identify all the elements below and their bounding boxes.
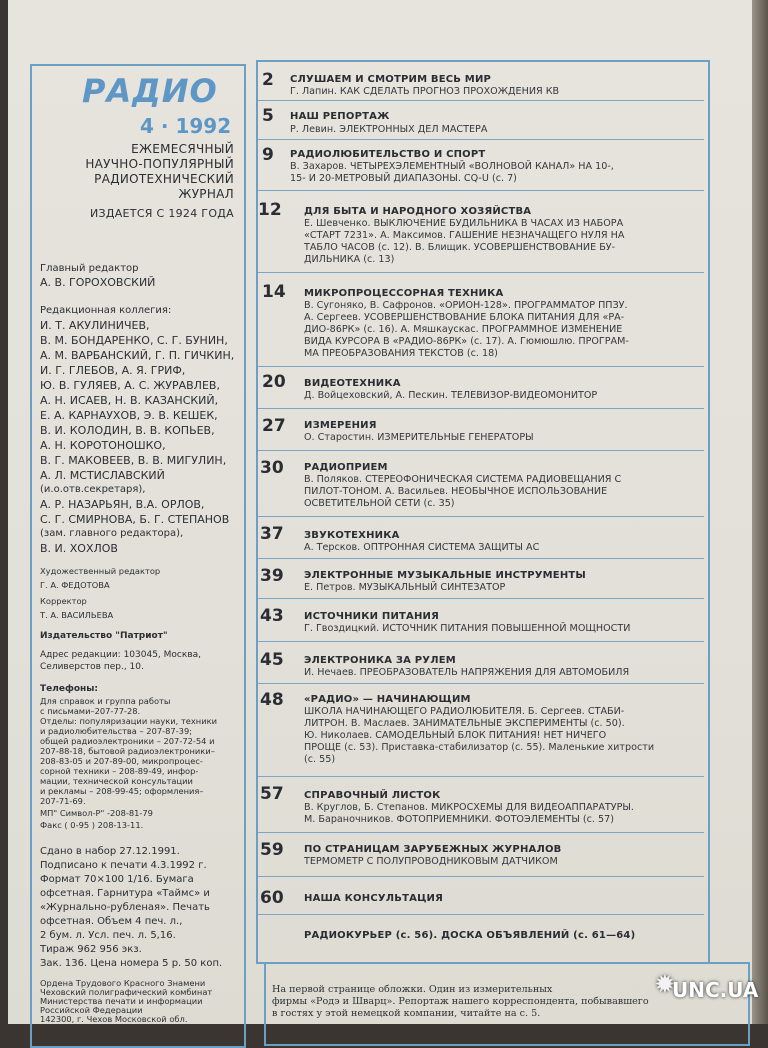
- toc-article: «СТАРТ 7231». А. Максимов. ГАШЕНИЕ НЕЗНАЧАЩЕГО НУЛЯ НА: [304, 230, 625, 241]
- cover-note-line: На первой странице обложки. Один из измерительных: [272, 984, 553, 995]
- address-line: Адрес редакции: 103045, Москва,: [40, 650, 201, 660]
- printer-line: Министерства печати и информации: [40, 996, 203, 1006]
- toc-article: В. Поляков. СТЕРЕОФОНИЧЕСКАЯ СИСТЕМА РАДИОВЕЩАНИЯ С: [304, 474, 622, 485]
- board-member: В. Г. МАКОВЕЕВ, В. В. МИГУЛИН,: [40, 454, 227, 467]
- toc-section-title: ДЛЯ БЫТА И НАРОДНОГО ХОЗЯЙСТВА: [304, 206, 532, 217]
- imprint-line: 2 бум. л. Усл. печ. л. 5,16.: [40, 930, 176, 941]
- toc-divider: [258, 139, 704, 140]
- cover-note-line: в гостях у этой немецкой компании, читайте на с. 5.: [272, 1008, 541, 1019]
- toc-article: Ю. Николаев. САМОДЕЛЬНЫЙ БЛОК ПИТАНИЯ! НЕТ НИЧЕГО: [304, 730, 607, 741]
- toc-article: И. Нечаев. ПРЕОБРАЗОВАТЕЛЬ НАПРЯЖЕНИЯ ДЛЯ АВТОМОБИЛЯ: [304, 667, 630, 678]
- toc-article: ДИЛЬНИКА (с. 13): [304, 254, 395, 265]
- tagline-line: НАУЧНО-ПОПУЛЯРНЫЙ: [85, 157, 234, 171]
- sun-logo-icon: ✹: [654, 970, 676, 1000]
- board-label: Редакционная коллегия:: [40, 305, 172, 316]
- toc-page-number: 43: [260, 606, 284, 626]
- toc-divider: [258, 190, 704, 191]
- toc-article: М. Бараночников. ФОТОПРИЕМНИКИ. ФОТОЭЛЕМЕНТЫ (с. 57): [304, 814, 614, 825]
- proofreader-name: Т. А. ВАСИЛЬЕВА: [40, 610, 114, 620]
- imprint-line: «Журнально-рубленая». Печать: [40, 902, 210, 913]
- toc-section-title: СЛУШАЕМ И СМОТРИМ ВЕСЬ МИР: [290, 74, 492, 85]
- toc-article: Е. Шевченко. ВЫКЛЮЧЕНИЕ БУДИЛЬНИКА В ЧАСАХ ИЗ НАБОРА: [304, 218, 624, 229]
- toc-article: ПИЛОТ-ТОНОМ. А. Васильев. НЕОБЫЧНОЕ ИСПОЛЬЗОВАНИЕ: [304, 486, 608, 497]
- toc-divider: [258, 272, 704, 273]
- toc-article: А. Сергеев. УСОВЕРШЕНСТВОВАНИЕ БЛОКА ПИТАНИЯ ДЛЯ «РА-: [304, 312, 625, 323]
- address-line: Селиверстов пер., 10.: [40, 662, 144, 672]
- toc-article: А. Терсков. ОПТРОННАЯ СИСТЕМА ЗАЩИТЫ АС: [304, 542, 540, 553]
- toc-page-number: 57: [260, 784, 284, 804]
- phones-line: мации, технической консультации: [40, 776, 193, 786]
- imprint-line: Формат 70×100 1/16. Бумага: [40, 874, 194, 885]
- toc-article: Р. Левин. ЭЛЕКТРОННЫХ ДЕЛ МАСТЕРА: [290, 124, 488, 135]
- printer-line: Российской Федерации: [40, 1005, 143, 1015]
- board-member: А. Н. КОРОТОНОШКО,: [40, 439, 166, 452]
- toc-article: 15- И 20-МЕТРОВЫЙ ДИАПАЗОНЫ. CQ-U (с. 7): [290, 173, 517, 184]
- toc-section-title: РАДИОЛЮБИТЕЛЬСТВО И СПОРТ: [290, 149, 486, 160]
- printer-line: 142300, г. Чехов Московской обл.: [40, 1014, 188, 1024]
- tagline-line: ЕЖЕМЕСЯЧНЫЙ: [131, 142, 234, 156]
- magazine-logo: РАДИО: [82, 72, 218, 110]
- imprint-line: Сдано в набор 27.12.1991.: [40, 846, 180, 857]
- imprint-line: Зак. 136. Цена номера 5 р. 50 коп.: [40, 958, 223, 969]
- toc-divider: [258, 408, 704, 409]
- art-editor-name: Г. А. ФЕДОТОВА: [40, 580, 110, 590]
- toc-divider: [258, 914, 704, 915]
- toc-divider: [258, 598, 704, 599]
- toc-article: О. Старостин. ИЗМЕРИТЕЛЬНЫЕ ГЕНЕРАТОРЫ: [304, 432, 534, 443]
- phones-line: МП" Символ-Р" -208-81-79: [40, 808, 153, 818]
- toc-page-number: 48: [260, 690, 284, 710]
- toc-page-number: 5: [262, 106, 274, 126]
- toc-divider: [258, 776, 704, 777]
- toc-divider: [258, 641, 704, 642]
- watermark: UNC.UA: [672, 978, 759, 1002]
- toc-article: ЛИТРОН. В. Маслаев. ЗАНИМАТЕЛЬНЫЕ ЭКСПЕРИМЕНТЫ (с. 50).: [304, 718, 625, 729]
- tagline-line: ЖУРНАЛ: [178, 187, 234, 201]
- page-edge-shadow: [752, 0, 768, 1024]
- board-member: Ю. В. ГУЛЯЕВ, А. С. ЖУРАВЛЕВ,: [40, 379, 220, 392]
- toc-page-number: 9: [262, 145, 274, 165]
- toc-article: ОСВЕТИТЕЛЬНОЙ СЕТИ (с. 35): [304, 498, 455, 509]
- toc-page-number: 27: [262, 416, 286, 436]
- cover-note-line: фирмы «Родэ и Шварц». Репортаж нашего корреспондента, побывавшего: [272, 996, 649, 1007]
- toc-article: ДИО-86РК» (с. 16). А. Мяшкаускас. ПРОГРАММНОЕ ИЗМЕНЕНИЕ: [304, 324, 623, 335]
- phones-line: Телефоны:: [40, 684, 99, 694]
- phones-line: сорной техники – 208-89-49, инфор-: [40, 766, 199, 776]
- toc-section-title: НАШ РЕПОРТАЖ: [290, 111, 390, 122]
- toc-divider: [258, 516, 704, 517]
- toc-page-number: 30: [260, 458, 284, 478]
- toc-article: (с. 55): [304, 754, 336, 765]
- since-line: ИЗДАЕТСЯ С 1924 ГОДА: [89, 207, 234, 220]
- board-member: С. Г. СМИРНОВА, Б. Г. СТЕПАНОВ: [40, 513, 230, 526]
- toc-page-number: 12: [258, 200, 282, 220]
- toc-divider: [258, 100, 704, 101]
- phones-line: 207-71-69.: [40, 796, 86, 806]
- art-editor-label: Художественный редактор: [40, 566, 161, 576]
- phones-line: Для справок и группа работы: [40, 696, 171, 706]
- imprint-line: Тираж 962 956 экз.: [40, 944, 142, 955]
- phones-line: 207-88-18, бытовой радиоэлектроники–: [40, 746, 215, 756]
- toc-page-number: 45: [260, 650, 284, 670]
- toc-section-title: РАДИОПРИЕМ: [304, 462, 388, 473]
- toc-article: ПРОЩЕ (с. 53). Приставка-стабилизатор (с. 55). Маленькие хитрости: [304, 742, 655, 753]
- toc-article: В. Сугоняко, В. Сафронов. «ОРИОН-128». ПРОГРАММАТОР ППЗУ.: [304, 300, 628, 311]
- board-member: И. Г. ГЛЕБОВ, А. Я. ГРИФ,: [40, 364, 186, 377]
- board-member: А. Л. МСТИСЛАВСКИЙ: [40, 469, 165, 482]
- contents-panel: [256, 60, 710, 964]
- toc-section-title: «РАДИО» — НАЧИНАЮЩИМ: [304, 694, 471, 705]
- toc-divider: [258, 683, 704, 684]
- phones-line: и рекламы – 208-99-45; оформления–: [40, 786, 204, 796]
- printer-line: Чеховский полиграфический комбинат: [40, 987, 213, 997]
- toc-divider: [258, 876, 704, 877]
- toc-divider: [258, 450, 704, 451]
- toc-article: В. Круглов, Б. Степанов. МИКРОСХЕМЫ ДЛЯ ВИДЕОАППАРАТУРЫ.: [304, 802, 634, 813]
- radiocourier-line: РАДИОКУРЬЕР (с. 56). ДОСКА ОБЪЯВЛЕНИЙ (с. 61—64): [304, 930, 636, 941]
- toc-article: ТАБЛО ЧАСОВ (с. 12). В. Блищик. УСОВЕРШЕНСТВОВАНИЕ БУ-: [304, 242, 616, 253]
- board-member: А. Н. ИСАЕВ, Н. В. КАЗАНСКИЙ,: [40, 394, 219, 407]
- toc-article: ШКОЛА НАЧИНАЮЩЕГО РАДИОЛЮБИТЕЛЯ. Б. Сергеев. СТАБИ-: [304, 706, 625, 717]
- board-member-note: (зам. главного редактора),: [40, 528, 184, 539]
- publisher: Издательство "Патриот": [40, 631, 168, 641]
- toc-article: Г. Гвоздицкий. ИСТОЧНИК ПИТАНИЯ ПОВЫШЕННОЙ МОЩНОСТИ: [304, 623, 631, 634]
- toc-section-title: НАША КОНСУЛЬТАЦИЯ: [304, 893, 444, 904]
- toc-section-title: ПО СТРАНИЦАМ ЗАРУБЕЖНЫХ ЖУРНАЛОВ: [304, 844, 562, 855]
- toc-section-title: МИКРОПРОЦЕССОРНАЯ ТЕХНИКА: [304, 288, 504, 299]
- toc-divider: [258, 832, 704, 833]
- imprint-line: Подписано к печати 4.3.1992 г.: [40, 860, 207, 871]
- toc-divider: [258, 558, 704, 559]
- tagline-line: РАДИОТЕХНИЧЕСКИЙ: [94, 172, 234, 186]
- toc-page-number: 59: [260, 840, 284, 860]
- toc-section-title: СПРАВОЧНЫЙ ЛИСТОК: [304, 790, 441, 801]
- imprint-line: офсетная. Объем 4 печ. л.,: [40, 916, 183, 927]
- phones-line: 208-83-05 и 207-89-00, микропроцес-: [40, 756, 203, 766]
- toc-page-number: 20: [262, 372, 286, 392]
- board-member: Е. А. КАРНАУХОВ, Э. В. КЕШЕК,: [40, 409, 218, 422]
- toc-divider: [258, 366, 704, 367]
- board-member: В. И. ХОХЛОВ: [40, 542, 118, 555]
- phones-line: общей радиоэлектроники – 207-72-54 и: [40, 736, 215, 746]
- toc-article: Г. Лапин. КАК СДЕЛАТЬ ПРОГНОЗ ПРОХОЖДЕНИЯ КВ: [290, 86, 560, 97]
- toc-page-number: 39: [260, 566, 284, 586]
- board-member: А. Р. НАЗАРЬЯН, В.А. ОРЛОВ,: [40, 498, 205, 511]
- imprint-line: офсетная. Гарнитура «Таймс» и: [40, 888, 210, 899]
- toc-page-number: 14: [262, 282, 286, 302]
- phones-line: с письмами–207-77-28.: [40, 706, 141, 716]
- toc-page-number: 37: [260, 524, 284, 544]
- toc-page-number: 2: [262, 70, 274, 90]
- issue-number: 4 · 1992: [140, 114, 232, 138]
- toc-article: ТЕРМОМЕТР С ПОЛУПРОВОДНИКОВЫМ ДАТЧИКОМ: [304, 856, 558, 867]
- phones-line: Отделы: популяризации науки, техники: [40, 716, 218, 726]
- board-member: А. М. ВАРБАНСКИЙ, Г. П. ГИЧКИН,: [40, 349, 235, 362]
- toc-article: Е. Петров. МУЗЫКАЛЬНЫЙ СИНТЕЗАТОР: [304, 582, 506, 593]
- fax-line: Факс ( 0-95 ) 208-13-11.: [40, 820, 144, 830]
- toc-article: ВИДА КУРСОРА В «РАДИО-86РК» (с. 17). А. Гюмюшлю. ПРОГРАМ-: [304, 336, 629, 347]
- toc-section-title: ЭЛЕКТРОНИКА ЗА РУЛЕМ: [304, 655, 456, 666]
- proofreader-label: Корректор: [40, 596, 87, 606]
- toc-section-title: ЭЛЕКТРОННЫЕ МУЗЫКАЛЬНЫЕ ИНСТРУМЕНТЫ: [304, 570, 586, 581]
- printer-line: Ордена Трудового Красного Знамени: [40, 978, 206, 988]
- board-member-note: (и.о.отв.секретаря),: [40, 484, 146, 495]
- toc-article: МА ПРЕОБРАЗОВАНИЯ ТЕКСТОВ (с. 18): [304, 348, 498, 359]
- toc-article: Д. Войцеховский, А. Пескин. ТЕЛЕВИЗОР-ВИДЕОМОНИТОР: [304, 390, 598, 401]
- board-member: В. М. БОНДАРЕНКО, С. Г. БУНИН,: [40, 334, 228, 347]
- board-member: И. Т. АКУЛИНИЧЕВ,: [40, 319, 150, 332]
- toc-section-title: ЗВУКОТЕХНИКА: [304, 530, 400, 541]
- toc-section-title: ИЗМЕРЕНИЯ: [304, 420, 377, 431]
- toc-section-title: ВИДЕОТЕХНИКА: [304, 378, 401, 389]
- chief-editor-name: А. В. ГОРОХОВСКИЙ: [40, 276, 156, 289]
- toc-page-number: 60: [260, 888, 284, 908]
- toc-section-title: ИСТОЧНИКИ ПИТАНИЯ: [304, 611, 440, 622]
- chief-editor-label: Главный редактор: [40, 263, 139, 274]
- phones-line: и радиолюбительства – 207-87-39;: [40, 726, 193, 736]
- board-member: В. И. КОЛОДИН, В. В. КОПЬЕВ,: [40, 424, 215, 437]
- toc-article: В. Захаров. ЧЕТЫРЕХЭЛЕМЕНТНЫЙ «ВОЛНОВОЙ КАНАЛ» НА 10-,: [290, 161, 614, 172]
